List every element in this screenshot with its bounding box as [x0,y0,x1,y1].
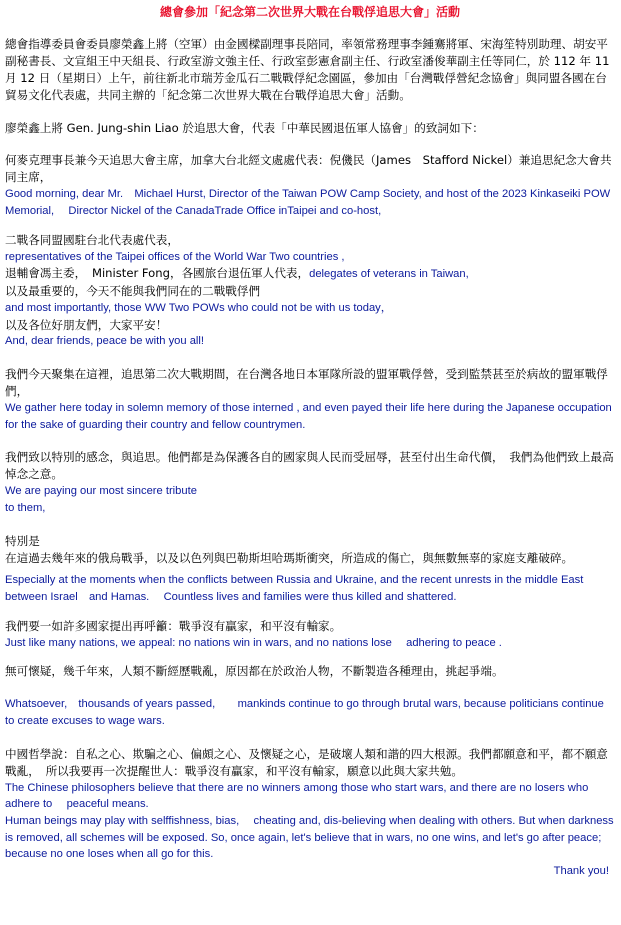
philo-zh: 中國哲學說：自私之心、欺騙之心、偏頗之心、及懷疑之心，是破壞人類和諧的四大根源。我們都願意和平，都不願意戰亂， 所以我要再一次提醒世人：戰爭沒有贏家，和平沒有輸家，願意以此與大家共勉。 [5,746,608,778]
tribute-en-1: We are paying our most sincere tribute [5,485,197,498]
pows-en: and most importantly, those WW Two POWs who could not be with us today， [5,301,392,314]
friends-en: And, dear friends, peace be with you all! [5,335,205,348]
gather-en: We gather here today in solemn memory of those interned , and even payed their life here during the Japanese occupation for the sake of guarding their country and fellow countrymen. [5,402,612,431]
greeting-zh: 何麥克理事長兼今天追思大會主席，加拿大台北經文處處代表：倪僟民（James Stafford Nickel）兼追思紀念大會共同主席， [5,153,612,185]
friends-zh: 以及各位好朋友們，大家平安！ [5,317,168,332]
wars-zh: 無可懷疑，幾千年來，人類不斷經歷戰亂，原因都在於政治人物，不斷製造各種理由，挑起爭端。 [5,664,504,679]
allies-en: representatives of the Taipei offices of the World War Two countries , [5,250,345,263]
tribute-zh: 我們致以特別的感念，與追思。他們都是為保護各自的國家與人民而受屈辱，甚至付出生命代價， 我們為他們致上最高悼念之意。 [5,450,614,482]
fong-zh: 退輔會馮主委， Minister Fong，各國旅台退伍軍人代表， [5,266,310,281]
appeal-zh: 我們要一如許多國家提出再呼籲：戰爭沒有贏家，和平沒有輸家。 [5,618,342,633]
especially-zh-2: 在這過去幾年來的俄烏戰爭，以及以色列與巴勒斯坦哈瑪斯衝突，所造成的傷亡，與無數無辜的家庭支離破碎。 [5,550,574,565]
fong-line [5,265,615,283]
page-title: 總會參加「紀念第二次世界大戰在台戰俘追思大會」活動 [159,5,460,19]
pows-zh: 以及最重要的，今天不能與我們同在的二戰戰俘們 [5,283,261,298]
speech-intro: 廖榮鑫上將 Gen. Jung-shin Liao 於追思大會，代表「中華民國退伍軍人協會」的致詞如下： [5,120,484,135]
appeal-en: Just like many nations, we appeal: no nations win in wars, and no nations lose adhering to peace . [5,636,502,649]
intro-paragraph: 總會指導委員會委員廖榮鑫上將（空軍）由金國樑副理事長陪同，率領常務理事李鍾騫將軍、宋海笙特別助理、胡安平副秘書長、文宣組王中天組長、行政室游文強主任、行政室彭憲倉副主任、行政室潘俊華副主任等同仁，於 112 年 11 月 12 日（星期日）上午，前往新北市瑞芳金瓜石二戰戰俘紀念園區，參加由「台灣戰俘營紀念協會」與同盟各國在台貿易文化代表處，共同主辦的「紀念第二次世界大戰在台戰俘追思大會」活動。 [5,36,610,102]
philo-en-1: The Chinese philosophers believe that there are no winners among those who start wars, and there are no losers who adhere to peaceful means. [5,781,589,811]
wars-en: Whatsoever, thousands of years passed, mankinds continue to go through brutal wars, because politicians continue to create excuses to wage wars. [5,698,604,728]
greeting-en: Good morning, dear Mr. Michael Hurst, Director of the Taiwan POW Camp Society, and host of the 2023 Kinkaseiki POW Memorial, Director Nickel of the CanadaTrade Office inTaipei and co-host, [5,188,611,217]
thank-you-text: Thank you! [553,865,609,878]
tribute-en-2: to them, [5,501,46,514]
fong-en: delegates of veterans in Taiwan, [309,268,469,281]
philo-en-2: Human beings may play with selffishness, bias, cheating and, dis-believing when dealing with others. But when darkness is removed, all schemes will be exposed. So, once again, let's believe that in wars, no one wins, and let's go after peace; because no one loses when all go for this. [5,814,614,861]
allies-zh: 二戰各同盟國駐台北代表處代表， [5,232,179,247]
especially-en: Especially at the moments when the conflicts between Russia and Ukraine, and the recent unrests in the middle East between Israel and Hamas. Countless lives and families were thus killed and shattered. [5,574,584,604]
gather-zh: 我們今天聚集在這裡，追思第二次大戰期間，在台灣各地日本軍隊所設的盟軍戰俘營，受到監禁甚至於病故的盟軍戰俘們， [5,367,608,399]
especially-zh-1: 特別是 [5,533,40,548]
